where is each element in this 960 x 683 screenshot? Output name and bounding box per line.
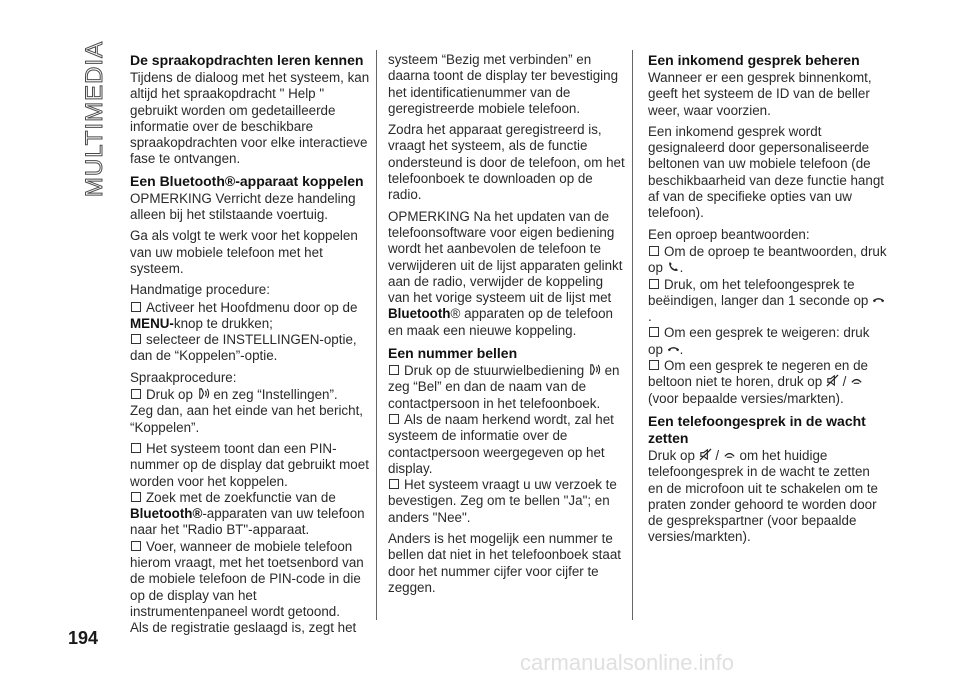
list-item: Om een gesprek te weigeren: druk op .	[648, 325, 870, 357]
list-item: Om de oproep te beantwoorden, druk op .	[648, 243, 887, 276]
list-item: Druk op de stuurwielbediening en zeg “Bel” en dan de naam van de contactpersoon in het telefoonboek.	[388, 363, 620, 411]
list-item: Druk, om het telefoongesprek te beëindigen, langer dan 1 seconde op .	[648, 277, 888, 326]
phone-answer-icon	[667, 260, 680, 273]
checkbox-bullet-icon	[131, 302, 141, 312]
paragraph: Een inkomend gesprek wordt gesignaleerd door gepersonaliseerde beltonen van uw mobiele telefoon (de beschikbaarheid van deze functie hangt af van de specifieke opties van uw telefoon).	[648, 123, 884, 221]
list-item: selecteer de INSTELLINGEN-optie, dan de “Koppelen”-optie.	[130, 332, 357, 364]
paragraph: Als de registratie geslaagd is, zegt het	[130, 620, 357, 636]
phone-loop-icon	[850, 374, 863, 387]
list-item: Het systeem vraagt u uw verzoek te bevestigen. Zeg om te bellen "Ja"; en anders "Nee".	[388, 477, 617, 525]
paragraph: Handmatige procedure:	[130, 282, 270, 298]
paragraph: Een oproep beantwoorden:	[648, 226, 810, 242]
heading-incoming-call: Een inkomend gesprek beheren	[648, 52, 860, 68]
checkbox-bullet-icon	[649, 327, 659, 337]
paragraph: Wanneer er een gesprek binnenkomt, geeft het systeem de ID van de beller weer, waar voorzien.	[648, 70, 872, 118]
phone-hangup-icon	[872, 293, 885, 306]
voice-command-icon	[588, 363, 601, 376]
paragraph: Tijdens de dialoog met het systeem, kan altijd het spraakopdracht " Help " gebruikt worden om gedetailleerde informatie over de beschikbare spraakopdrachten voor elke interactieve fase te ontvangen.	[130, 70, 370, 167]
voice-command-icon	[197, 387, 210, 400]
checkbox-bullet-icon	[389, 365, 399, 375]
checkbox-bullet-icon	[131, 541, 141, 551]
list-item: Het systeem toont dan een PIN-nummer op de display dat gebruikt moet worden voor het koppelen.	[130, 440, 369, 489]
phone-hangup-icon	[667, 342, 680, 355]
checkbox-bullet-icon	[649, 360, 659, 370]
paragraph: systeem “Bezig met verbinden” en daarna toont de display ter bevestiging het identificatienummer van de geregistreerde mobiele telefoon.	[388, 52, 619, 116]
section-title: MULTIMEDIA	[81, 40, 109, 198]
column-1	[130, 52, 370, 637]
list-item: Om een gesprek te negeren en de beltoon niet te horen, druk op / (voor bepaalde versies/markten).	[648, 358, 868, 406]
checkbox-bullet-icon	[131, 389, 141, 399]
paragraph: Spraakprocedure:	[130, 369, 237, 385]
watermark: carmanualsonline.info	[520, 650, 735, 675]
checkbox-bullet-icon	[131, 334, 141, 344]
heading-bluetooth-pairing: Een Bluetooth®-apparaat koppelen	[130, 172, 364, 189]
paragraph: Zeg dan, aan het einde van het bericht, “Koppelen”.	[130, 403, 364, 435]
paragraph: Anders is het mogelijk een nummer te bellen dat niet in het telefoonboek staat door het nummer cijfer voor cijfer te zeggen.	[388, 531, 622, 595]
column-2	[388, 52, 628, 601]
heading-call-number: Een nummer bellen	[388, 345, 518, 362]
heading-call-hold: Een telefoongesprek in de wacht zetten	[648, 412, 866, 446]
paragraph: Zodra het apparaat geregistreerd is, vraagt het systeem, als de functie ondersteund is door de telefoon, om het telefoonboek te downloaden op de radio.	[388, 122, 625, 203]
paragraph: Ga als volgt te werk voor het koppelen van uw mobiele telefoon met het systeem.	[130, 228, 358, 276]
checkbox-bullet-icon	[131, 492, 141, 502]
list-item: Als de naam herkend wordt, zal het systeem de informatie over de contactpersoon weergegeven op het display.	[388, 411, 614, 476]
column-divider	[376, 50, 377, 620]
paragraph: Druk op / om het huidige telefoongesprek in de wacht te zetten en de microfoon uit te schakelen om te praten zonder gehoord te worden door de gesprekspartner (voor bepaalde versies/markten).	[648, 447, 879, 545]
phone-loop-icon	[723, 448, 736, 461]
paragraph: OPMERKING Verricht deze handeling alleen bij het stilstaande voertuig.	[130, 190, 356, 223]
checkbox-bullet-icon	[389, 479, 399, 489]
paragraph: OPMERKING Na het updaten van de telefoonsoftware voor eigen bediening wordt het aanbevolen de telefoon te verwijderen uit de lijst apparaten gelinkt aan de radio, verwijder de koppeling van het vorige systeem uit de lijst met Bluetooth® apparaten op de telefoon en maak een nieuwe koppeling.	[388, 208, 623, 338]
checkbox-bullet-icon	[131, 443, 141, 453]
heading-voice-commands: De spraakopdrachten leren kennen	[130, 52, 364, 68]
page-number: 194	[68, 628, 99, 648]
checkbox-bullet-icon	[649, 279, 659, 289]
checkbox-bullet-icon	[649, 246, 659, 256]
mute-icon	[699, 448, 712, 461]
list-item: Druk op en zeg “Instellingen”.	[130, 387, 370, 403]
column-divider	[632, 50, 633, 620]
list-item: Activeer het Hoofdmenu door op de MENU-knop te drukken;	[130, 299, 358, 331]
list-item: Zoek met de zoekfunctie van de Bluetooth®-apparaten van uw telefoon naar het "Radio BT"-apparaat.	[130, 489, 365, 538]
list-item: Voer, wanneer de mobiele telefoon hierom vraagt, met het toetsenbord van de mobiele telefoon de PIN-code in die op de display van het instrumentenpaneel wordt getoond.	[130, 538, 364, 619]
checkbox-bullet-icon	[389, 414, 399, 424]
mute-icon	[826, 374, 839, 387]
column-3	[648, 52, 888, 551]
